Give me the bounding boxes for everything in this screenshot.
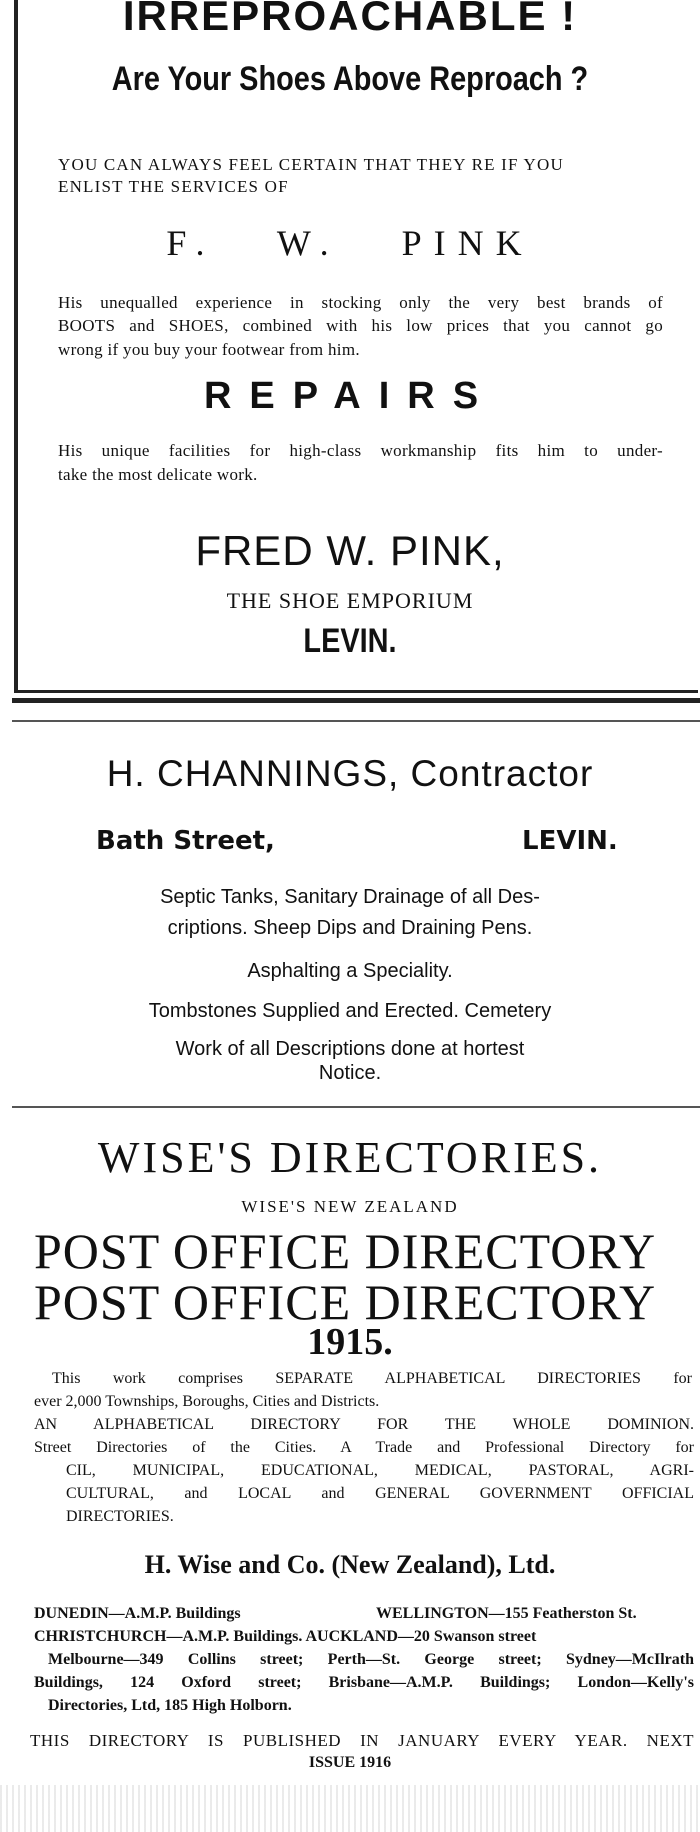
wise-paragraph-line-6: CULTURAL, and LOCAL and GENERAL GOVERNMENT OFFICIAL <box>66 1485 694 1502</box>
pink-signature-town: LEVIN. <box>303 622 397 660</box>
channings-town: LEVIN. <box>522 826 618 856</box>
wise-big-heading-1: POST OFFICE DIRECTORY <box>34 1223 657 1279</box>
channings-line-1: Septic Tanks, Sanitary Drainage of all Des- <box>160 886 540 908</box>
wise-address-buildings: Buildings, 124 Oxford street; Brisbane—A.M.P. Buildings; London—Kelly's <box>34 1674 694 1691</box>
pink-paragraph-1-line-2: BOOTS and SHOES, combined with his low prices that you cannot go <box>58 316 663 335</box>
divider-rule <box>12 720 700 722</box>
divider-rule <box>12 698 700 703</box>
pink-paragraph-1-line-1: His unequalled experience in stocking only the very best brands of <box>58 293 663 312</box>
channings-line-6: Notice. <box>318 1062 382 1084</box>
wise-address-london: Directories, Ltd, 185 High Holborn. <box>48 1697 292 1714</box>
pink-intro-line-1: YOU CAN ALWAYS FEEL CERTAIN THAT THEY RE IF YOU <box>58 155 564 174</box>
wise-subtitle: WISE'S NEW ZEALAND <box>241 1197 459 1216</box>
wise-notice-line-2: ISSUE 1916 <box>308 1754 392 1771</box>
pink-name: F. W. PINK <box>166 223 534 263</box>
pink-paragraph-2-line-2: take the most delicate work. <box>58 465 258 484</box>
wise-paragraph-line-5: CIL, MUNICIPAL, EDUCATIONAL, MEDICAL, PASTORAL, AGRI- <box>66 1462 694 1479</box>
wise-big-heading-2: POST OFFICE DIRECTORY <box>34 1274 657 1330</box>
channings-line-5: Work of all Descriptions done at hortest <box>175 1038 525 1060</box>
wise-address-christchurch: CHRISTCHURCH—A.M.P. Buildings. AUCKLAND—20 Swanson street <box>34 1628 537 1645</box>
channings-line-2: criptions. Sheep Dips and Draining Pens. <box>167 917 533 939</box>
channings-title: H. CHANNINGS, Contractor <box>106 753 594 794</box>
pink-paragraph-2-line-1: His unique facilities for high-class workmanship fits him to under- <box>58 441 663 460</box>
wise-company: H. Wise and Co. (New Zealand), Ltd. <box>144 1550 556 1579</box>
pink-subheadline: Are Your Shoes Above Reproach ? <box>111 60 589 98</box>
wise-paragraph-line-7: DIRECTORIES. <box>66 1508 174 1525</box>
wise-title: WISE'S DIRECTORIES. <box>97 1133 603 1182</box>
pink-intro-line-2: ENLIST THE SERVICES OF <box>58 177 289 196</box>
scan-noise <box>0 1785 700 1832</box>
divider-rule <box>12 1106 700 1108</box>
channings-line-4: Tombstones Supplied and Erected. Cemetery <box>148 1000 552 1022</box>
pink-signature-name: FRED W. PINK, <box>195 527 505 574</box>
wise-address-dunedin: DUNEDIN—A.M.P. Buildings <box>34 1605 241 1622</box>
channings-street: Bath Street, <box>96 826 275 856</box>
channings-line-3: Asphalting a Speciality. <box>247 960 453 982</box>
wise-year: 1915. <box>307 1321 393 1363</box>
pink-headline: IRREPROACHABLE ! <box>122 0 578 39</box>
wise-paragraph-line-2: ever 2,000 Townships, Boroughs, Cities and Districts. <box>34 1393 380 1410</box>
wise-paragraph-line-3: AN ALPHABETICAL DIRECTORY FOR THE WHOLE DOMINION. <box>34 1416 694 1433</box>
wise-notice-line-1: THIS DIRECTORY IS PUBLISHED IN JANUARY EVERY YEAR. NEXT <box>30 1731 694 1750</box>
wise-paragraph-line-4: Street Directories of the Cities. A Trade and Professional Directory for <box>34 1439 694 1456</box>
wise-paragraph-line-1: This work comprises SEPARATE ALPHABETICAL DIRECTORIES for <box>52 1370 692 1387</box>
wise-address-wellington: WELLINGTON—155 Featherston St. <box>376 1605 637 1622</box>
wise-address-melbourne: Melbourne—349 Collins street; Perth—St. George street; Sydney—McIlrath <box>48 1651 694 1668</box>
pink-paragraph-1-line-3: wrong if you buy your footwear from him. <box>58 340 360 359</box>
pink-signature-business: THE SHOE EMPORIUM <box>226 588 474 613</box>
pink-repairs-heading: REPAIRS <box>203 375 497 417</box>
